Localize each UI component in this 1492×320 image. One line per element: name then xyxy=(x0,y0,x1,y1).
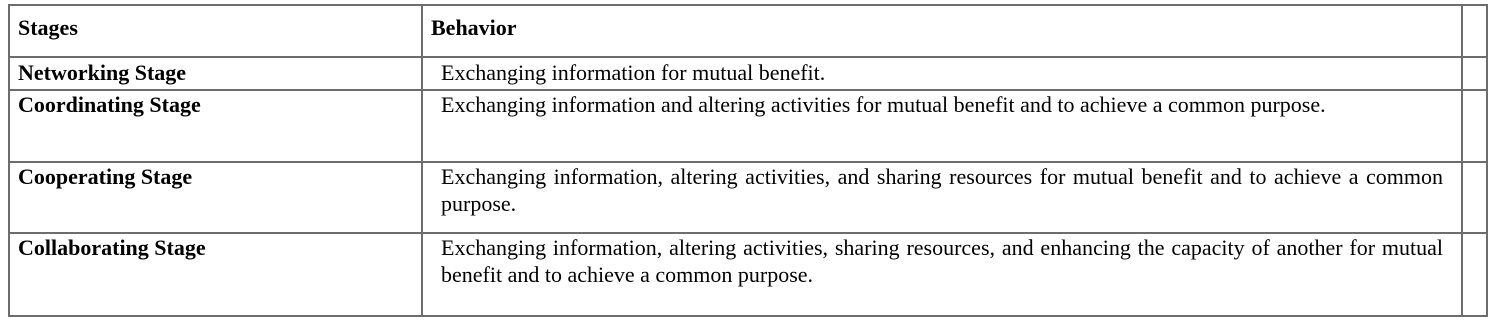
stage-name: Coordinating Stage xyxy=(9,90,422,162)
header-behavior: Behavior xyxy=(422,5,1462,57)
stage-name: Networking Stage xyxy=(9,57,422,90)
stage-name: Collaborating Stage xyxy=(9,233,422,316)
table-row xyxy=(9,57,1487,90)
table-row xyxy=(9,233,1487,316)
empty-cell xyxy=(1462,162,1487,233)
stage-behavior: Exchanging information, altering activities, and sharing resources for mutual benefit and to achieve a common purpose. xyxy=(422,162,1462,233)
header-empty-cell xyxy=(1462,5,1487,57)
header-stages: Stages xyxy=(9,5,422,57)
empty-cell xyxy=(1462,90,1487,162)
table-row xyxy=(9,162,1487,233)
stage-behavior: Exchanging information for mutual benefit. xyxy=(422,57,1462,90)
stages-behavior-table xyxy=(8,4,1488,317)
stage-behavior: Exchanging information, altering activities, sharing resources, and enhancing the capacity of another for mutual benefit and to achieve a common purpose. xyxy=(422,233,1462,316)
empty-cell xyxy=(1462,233,1487,316)
table-header-row xyxy=(9,5,1487,57)
table-row xyxy=(9,90,1487,162)
stage-name: Cooperating Stage xyxy=(9,162,422,233)
empty-cell xyxy=(1462,57,1487,90)
stage-behavior: Exchanging information and altering activities for mutual benefit and to achieve a common purpose. xyxy=(422,90,1462,162)
